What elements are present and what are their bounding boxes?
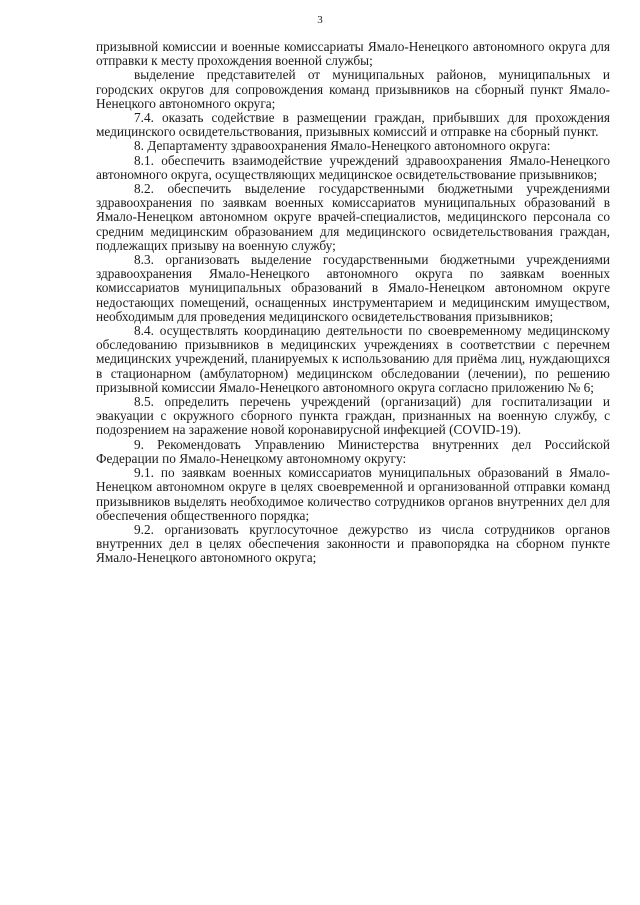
paragraph: 9.2. организовать круглосуточное дежурство из числа сотрудников органов внутренних дел в целях обеспечения законности и правопорядка на сборном пункте Ямало-Ненецкого автономного округа; (96, 521, 610, 566)
paragraph: 8.2. обеспечить выделение государственными бюджетными учреждениями здравоохранения по заявкам военных комиссариатов муниципальных образований в Ямало-Ненецком автономном округе врачей-специалистов, медицинского персонала со средним медицинским образованием для медицинского освидетельствования граждан, подлежащих призыву на военную службу; (96, 181, 610, 253)
paragraph: призывной комиссии и военные комиссариаты Ямало-Ненецкого автономного округа для отправки к месту прохождения военной службы; (96, 39, 610, 69)
document-body (96, 40, 610, 566)
paragraph: 8.1. обеспечить взаимодействие учреждений здравоохранения Ямало-Ненецкого автономного округа, осуществляющих медицинское освидетельствование призывников; (96, 152, 610, 182)
paragraph: 8.5. определить перечень учреждений (организаций) для госпитализации и эвакуации с окружного сборного пункта граждан, признанных на военную службу, с подозрением на заражение новой коронавирусной инфекцией (COVID-19). (96, 394, 610, 438)
paragraph: 8.3. организовать выделение государственными бюджетными учреждениями здравоохранения Ямало-Ненецкого автономного округа по заявкам военных комиссариатов муниципальных образований в Ямало-Ненецком автономном округе недостающих помещений, оснащенных инструментарием и медицинским имуществом, необходимым для проведения медицинского освидетельствования призывников; (96, 252, 610, 324)
page-number: 3 (317, 14, 323, 26)
paragraph: 9. Рекомендовать Управлению Министерства внутренних дел Российской Федерации по Ямало-Ненецкому автономному округу: (96, 436, 610, 466)
paragraph: 7.4. оказать содействие в размещении граждан, прибывших для прохождения медицинского освидетельствования, призывных комиссий и отправке на сборный пункт. (96, 110, 610, 140)
paragraph: 8. Департаменту здравоохранения Ямало-Ненецкого автономного округа: (134, 138, 551, 154)
paragraph: 8.4. осуществлять координацию деятельности по своевременному медицинскому обследованию призывников в медицинских учреждениях в соответствии с перечнем медицинских учреждений, планируемых к использованию для приёма лиц, нуждающихся в стационарном (амбулаторном) медицинском обследовании (лечении), по решению призывной комиссии Ямало-Ненецкого автономного округа согласно приложению № 6; (96, 323, 610, 395)
paragraph: 9.1. по заявкам военных комиссариатов муниципальных образований в Ямало-Ненецком автономном округе в целях своевременной и организованной отправки команд призывников выделять необходимое количество сотрудников органов внутренних дел для обеспечения общественного порядка; (96, 465, 610, 523)
paragraph: выделение представителей от муниципальных районов, муниципальных и городских округов для сопровождения команд призывников на сборный пункт Ямало-Ненецкого автономного округа; (96, 67, 610, 111)
